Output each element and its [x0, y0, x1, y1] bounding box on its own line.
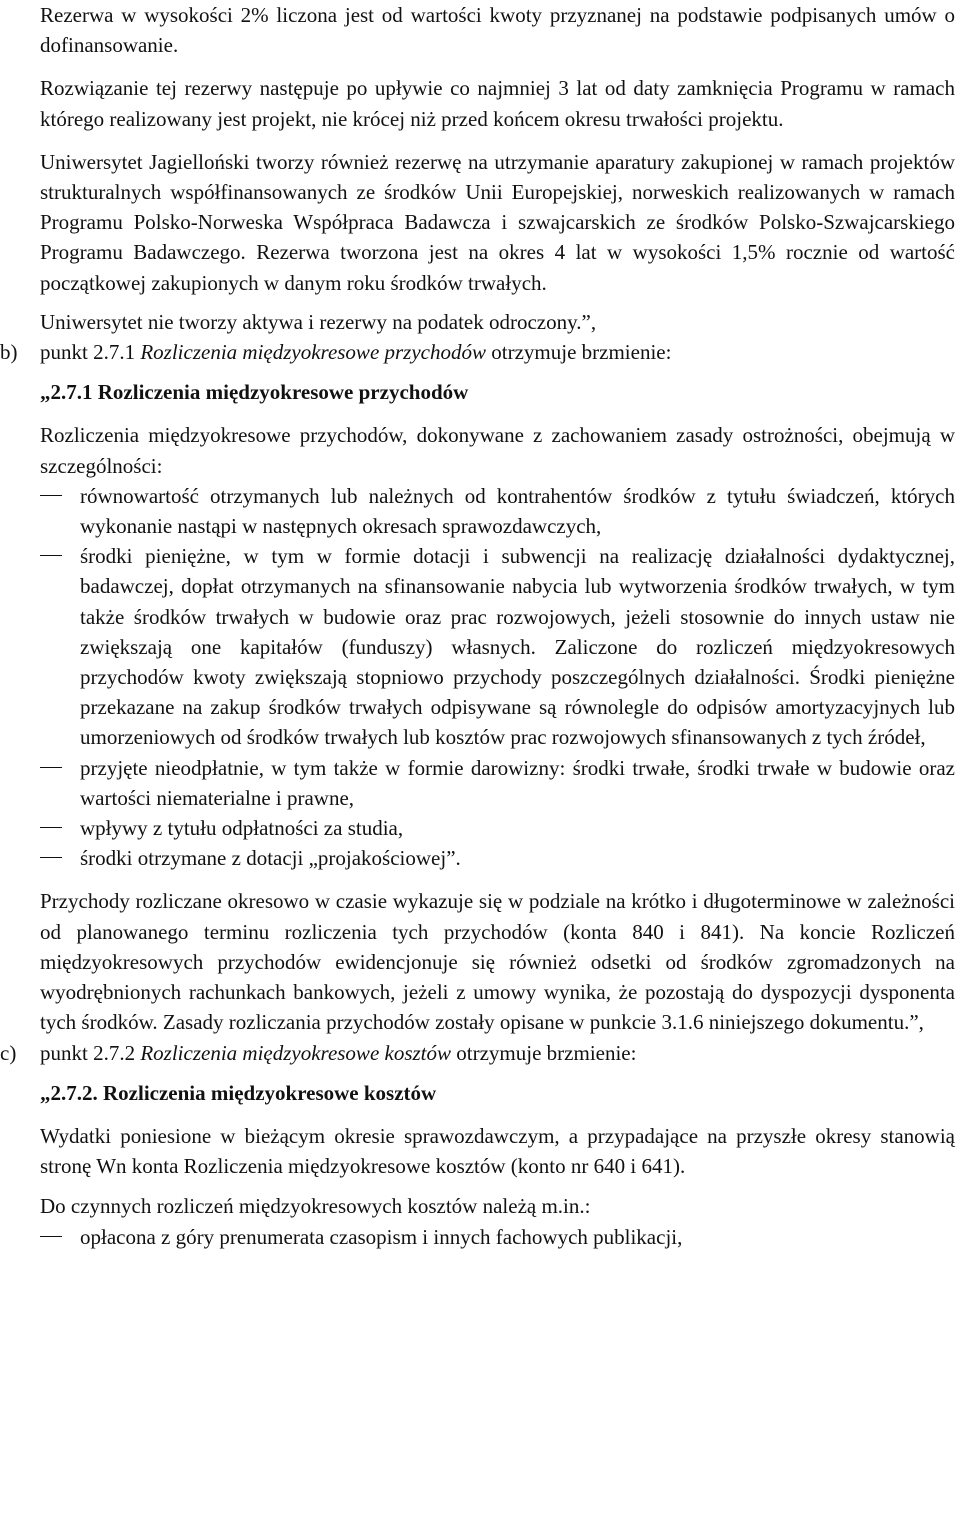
dash-bullet-icon — [40, 1236, 62, 1237]
section-heading-2-7-1: „2.7.1 Rozliczenia międzyokresowe przychodów — [40, 380, 469, 405]
paragraph-income-accruals-intro: Rozliczenia międzyokresowe przychodów, dokonywane z zachowaniem zasady ostrożności, obejmują w szczególności: — [40, 423, 955, 478]
point-c-prefix: punkt 2.7.2 — [40, 1040, 141, 1065]
point-b — [0, 337, 955, 367]
list-item: środki pieniężne, w tym w formie dotacji i subwencji na realizację działalności dydaktycznej, badawczej, dopłat otrzymanych na sfinansowanie nabycia lub wytworzenia środków trwałych, w tym także środków trwałych w budowie oraz prac rozwojowych, jeżeli stosownie do innych ustaw nie zwiększają one kapitałów (funduszy) własnych. Zaliczone do rozliczeń międzyokresowych przychodów kwoty zwiększają stopniowo przychody poszczególnych działalności. Środki pieniężne przekazane na zakup środków trwałych odpisywane są równolegle do odpisów amortyzacyjnych lub umorzeniowych od środków trwałych lub kosztów prac rozwojowych sfinansowanych z tych źródeł, — [40, 541, 955, 752]
point-b-title: Rozliczenia międzyokresowe przychodów — [140, 340, 487, 365]
dash-bullet-icon — [40, 827, 62, 828]
paragraph-deferred-tax: Uniwersytet nie tworzy aktywa i rezerwy na podatek odroczony.”, — [40, 309, 597, 334]
paragraph-reserve-rate: Rezerwa w wysokości 2% liczona jest od wartości kwoty przyznanej na podstawie podpisanych umów o dofinansowanie. — [40, 3, 955, 58]
cost-accruals-list — [40, 1222, 955, 1252]
dash-bullet-icon — [40, 555, 62, 556]
list-item: opłacona z góry prenumerata czasopism i innych fachowych publikacji, — [40, 1222, 955, 1252]
income-accruals-list — [40, 481, 955, 874]
paragraph-income-accruals-closing: Przychody rozliczane okresowo w czasie wykazuje się w podziale na krótko i długoterminowe w zależności od planowanego terminu rozliczenia tych przychodów (konta 840 i 841). Na koncie Rozliczeń międzyokresowych przychodów ewidencjonuje się również odsetki od środków zgromadzonych na wyodrębnionych rachunkach bankowych, jeżeli z umowy wynika, że pozostają do dyspozycji dysponenta tych środków. Zasady rozliczania przychodów zostały opisane w punkcie 3.1.6 niniejszego dokumentu.”, — [40, 889, 955, 1035]
list-item: wpływy z tytułu odpłatności za studia, — [40, 813, 955, 843]
point-c-suffix: otrzymuje brzmienie: — [451, 1040, 637, 1065]
point-c-title: Rozliczenia międzyokresowe kosztów — [140, 1040, 452, 1065]
section-heading-2-7-2: „2.7.2. Rozliczenia międzyokresowe kosztów — [40, 1080, 437, 1105]
point-c-label: c) — [0, 1040, 17, 1065]
point-c — [0, 1038, 955, 1068]
list-item: równowartość otrzymanych lub należnych od kontrahentów środków z tytułu świadczeń, których wykonanie nastąpi w następnych okresach sprawozdawczych, — [40, 481, 955, 541]
dash-bullet-icon — [40, 767, 62, 768]
point-b-prefix: punkt 2.7.1 — [40, 340, 141, 365]
point-b-suffix: otrzymuje brzmienie: — [486, 340, 672, 365]
paragraph-active-accruals: Do czynnych rozliczeń międzyokresowych kosztów należą m.in.: — [40, 1194, 591, 1219]
paragraph-cost-accruals: Wydatki poniesione w bieżącym okresie sprawozdawczym, a przypadające na przyszłe okresy stanowią stronę Wn konta Rozliczenia międzyokresowe kosztów (konto nr 640 i 641). — [40, 1123, 955, 1179]
list-item: środki otrzymane z dotacji „projakościowej”. — [40, 843, 955, 873]
dash-bullet-icon — [40, 495, 62, 496]
paragraph-reserve-release: Rozwiązanie tej rezerwy następuje po upływie co najmniej 3 lat od daty zamknięcia Programu w ramach którego realizowany jest projekt, nie krócej niż przed końcem okresu trwałości projektu. — [40, 76, 955, 131]
list-item: przyjęte nieodpłatnie, w tym także w formie darowizny: środki trwałe, środki trwałe w budowie oraz wartości niematerialne i prawne, — [40, 753, 955, 813]
point-b-label: b) — [0, 340, 18, 365]
paragraph-equipment-reserve: Uniwersytet Jagielloński tworzy również rezerwę na utrzymanie aparatury zakupionej w ramach projektów strukturalnych współfinansowanych ze środków Unii Europejskiej, norweskich realizowanych w ramach Programu Polsko-Norweska Współpraca Badawcza i szwajcarskich ze środków Polsko-Szwajcarskiego Programu Badawczego. Rezerwa tworzona jest na okres 4 lat w wysokości 1,5% rocznie od wartość początkowej zakupionych w danym roku środków trwałych. — [40, 149, 955, 295]
dash-bullet-icon — [40, 857, 62, 858]
